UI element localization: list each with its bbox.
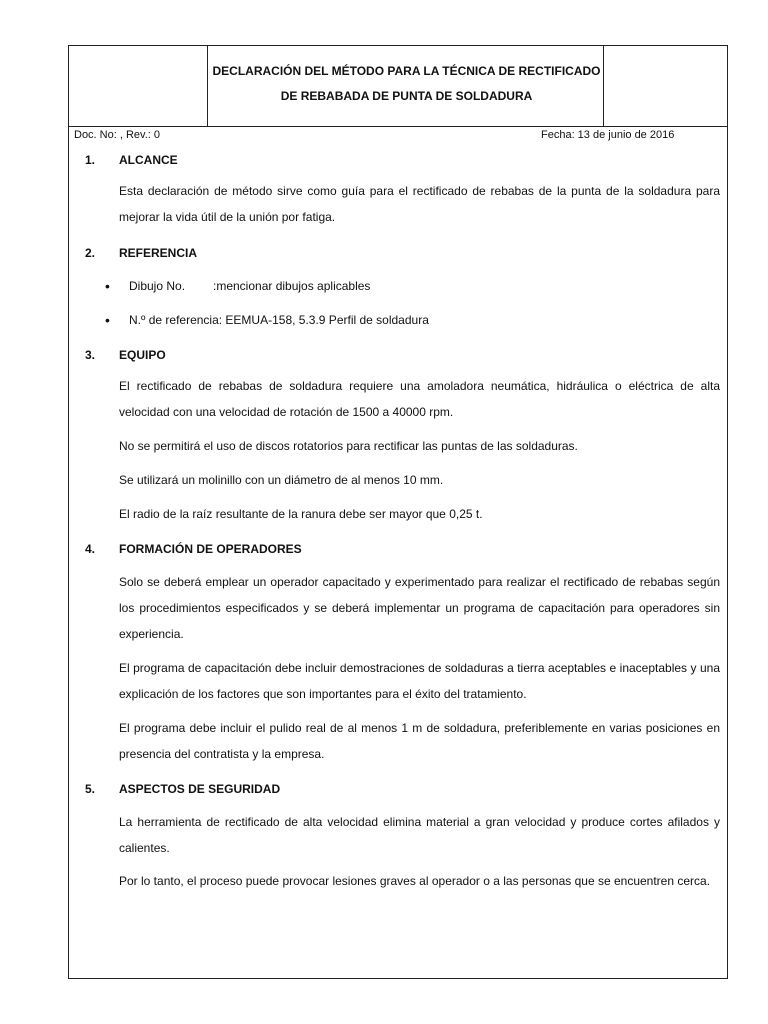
reference-value: :mencionar dibujos aplicables xyxy=(213,279,371,293)
section-title: ALCANCE xyxy=(119,153,178,167)
bullet-icon: • xyxy=(105,278,110,294)
title-line-2: DE REBABADA DE PUNTA DE SOLDADURA xyxy=(280,89,533,103)
section-number: 2. xyxy=(85,246,96,260)
section-number: 1. xyxy=(85,153,96,167)
paragraph: El radio de la raíz resultante de la ranura debe ser mayor que 0,25 t. xyxy=(119,507,483,521)
paragraph: El programa debe incluir el pulido real de al menos 1 m de soldadura, preferiblemente en varias posiciones en presencia del contratista y la empresa. xyxy=(119,721,720,761)
section-title: REFERENCIA xyxy=(119,246,198,260)
section-number: 4. xyxy=(85,542,96,556)
paragraph: El programa de capacitación debe incluir demostraciones de soldaduras a tierra aceptables e inaceptables y una explicación de los factores que son importantes para el éxito del tratamiento. xyxy=(119,661,720,701)
document-date: Fecha: 13 de junio de 2016 xyxy=(541,129,675,141)
section-title: FORMACIÓN DE OPERADORES xyxy=(119,542,302,556)
section-title: ASPECTOS DE SEGURIDAD xyxy=(119,782,281,796)
reference-label: N.º de referencia: EEMUA-158, 5.3.9 Perfil de soldadura xyxy=(129,313,429,327)
section-number: 3. xyxy=(85,348,96,362)
section-title: EQUIPO xyxy=(119,348,166,362)
paragraph: Por lo tanto, el proceso puede provocar lesiones graves al operador o a las personas que se encuentren cerca. xyxy=(119,874,711,888)
document-frame xyxy=(68,45,728,979)
paragraph: Solo se deberá emplear un operador capacitado y experimentado para realizar el rectificado de rebabas según los procedimientos especificados y se deberá implementar un programa de capacitación para operadores sin experiencia. xyxy=(119,575,720,641)
section-number: 5. xyxy=(85,782,96,796)
paragraph: El rectificado de rebabas de soldadura requiere una amoladora neumática, hidráulica o eléctrica de alta velocidad con una velocidad de rotación de 1500 a 40000 rpm. xyxy=(119,379,720,419)
paragraph: Esta declaración de método sirve como guía para el rectificado de rebabas de la punta de la soldadura para mejorar la vida útil de la unión por fatiga. xyxy=(119,184,720,224)
title-line-1: DECLARACIÓN DEL MÉTODO PARA LA TÉCNICA DE RECTIFICADO xyxy=(212,64,601,78)
paragraph: La herramienta de rectificado de alta velocidad elimina material a gran velocidad y produce cortes afilados y calientes. xyxy=(119,815,720,855)
document-body xyxy=(69,46,727,978)
doc-number: Doc. No: , Rev.: 0 xyxy=(74,129,160,141)
paragraph: Se utilizará un molinillo con un diámetro de al menos 10 mm. xyxy=(119,473,444,487)
reference-label: Dibujo No. xyxy=(129,279,186,293)
paragraph: No se permitirá el uso de discos rotatorios para rectificar las puntas de las soldaduras. xyxy=(119,439,578,453)
bullet-icon: • xyxy=(105,312,110,328)
